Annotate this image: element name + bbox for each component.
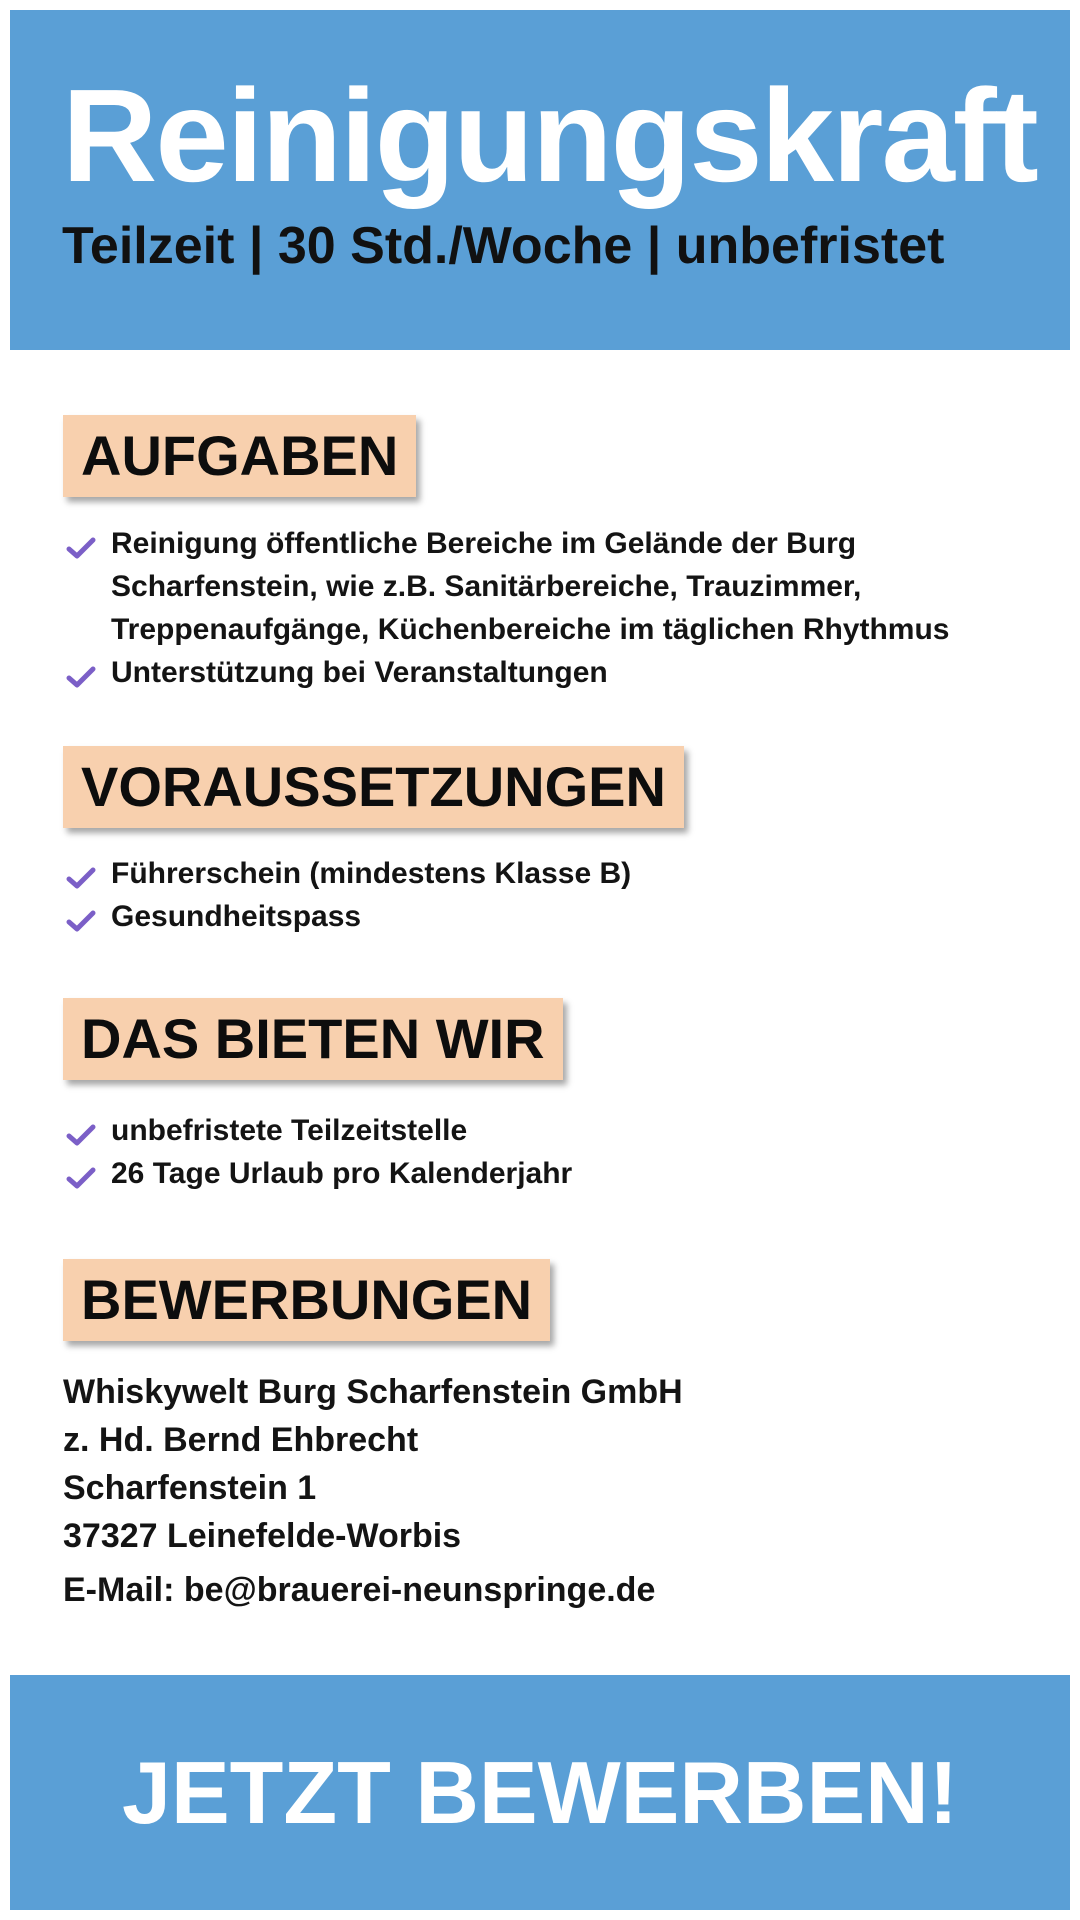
job-subtitle: Teilzeit | 30 Std./Woche | unbefristet (62, 217, 945, 275)
list-voraussetzungen (66, 852, 1026, 938)
list-aufgaben (66, 522, 1026, 694)
company-name: Whiskywelt Burg Scharfenstein GmbH (63, 1373, 683, 1411)
apply-now-button[interactable] (10, 1675, 1070, 1910)
section-heading-bieten: DAS BIETEN WIR (63, 998, 563, 1080)
check-icon (66, 1166, 96, 1190)
list-item (66, 895, 1026, 938)
list-item-text: 26 Tage Urlaub pro Kalenderjahr (111, 1157, 573, 1190)
list-item-text: Reinigung öffentliche Bereiche im Gelände der Burg Scharfenstein, wie z.B. Sanitärbereiche, Trauzimmer, Treppenaufgänge, Küchenbereiche im täglichen Rhythmus (111, 527, 950, 646)
check-icon (66, 909, 96, 933)
check-icon (66, 536, 96, 560)
check-icon (66, 1123, 96, 1147)
list-item-text: Gesundheitspass (111, 900, 362, 933)
list-bieten (66, 1109, 1026, 1195)
section-heading-bewerbungen: BEWERBUNGEN (63, 1259, 550, 1341)
list-item-text: Führerschein (mindestens Klasse B) (111, 857, 632, 890)
list-item (66, 1109, 1026, 1152)
list-item (66, 1152, 1026, 1195)
check-icon (66, 665, 96, 689)
apply-now-label: JETZT BEWERBEN! (122, 1742, 958, 1842)
job-title: Reinigungskraft (62, 62, 1037, 209)
section-heading-voraussetzungen: VORAUSSETZUNGEN (63, 746, 684, 828)
check-icon (66, 866, 96, 890)
list-item (66, 651, 1026, 694)
email-link[interactable]: E-Mail: be@brauerei-neunspringe.de (63, 1571, 656, 1609)
section-heading-aufgaben: AUFGABEN (63, 415, 416, 497)
street-address: Scharfenstein 1 (63, 1469, 317, 1507)
list-item (66, 522, 1026, 651)
list-item (66, 852, 1026, 895)
list-item-text: unbefristete Teilzeitstelle (111, 1114, 468, 1147)
postal-city: 37327 Leinefelde-Worbis (63, 1517, 462, 1555)
contact-person: z. Hd. Bernd Ehbrecht (63, 1421, 419, 1459)
list-item-text: Unterstützung bei Veranstaltungen (111, 656, 608, 689)
contact-address (63, 1368, 683, 1614)
header-banner (10, 10, 1070, 350)
